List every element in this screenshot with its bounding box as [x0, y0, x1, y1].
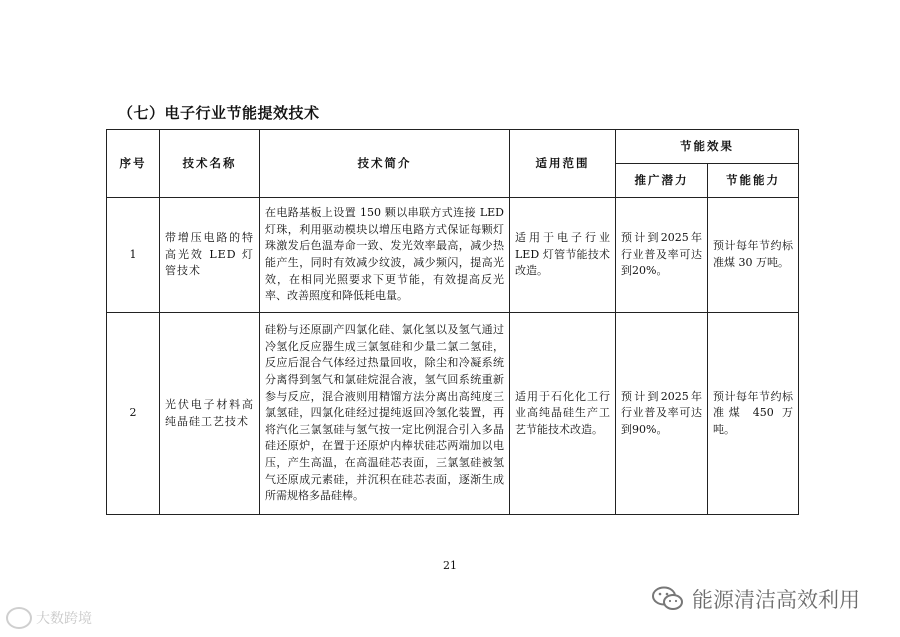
row-num: 1	[107, 198, 160, 313]
page-number: 21	[443, 559, 457, 572]
row-scope: 适用于石化化工行业高纯晶硅生产工艺节能技术改造。	[510, 313, 616, 515]
header-potential: 推广潜力	[616, 164, 708, 198]
header-scope: 适用范围	[510, 130, 616, 198]
row-capacity: 预计每年节约标准煤 450 万吨。	[708, 313, 799, 515]
row-capacity: 预计每年节约标准煤 30 万吨。	[708, 198, 799, 313]
row-potential: 预计到2025年行业普及率可达到90%。	[616, 313, 708, 515]
header-effect: 节能效果	[616, 130, 799, 164]
row-tech-name: 带增压电路的特高光效 LED 灯管技术	[160, 198, 260, 313]
watermark-right-text: 能源清洁高效利用	[692, 588, 860, 612]
watermark-right	[652, 584, 860, 614]
watermark-left	[6, 607, 92, 629]
brand-logo-icon	[6, 607, 32, 629]
table-row	[107, 198, 799, 313]
header-capacity: 节能能力	[708, 164, 799, 198]
technology-table	[106, 129, 799, 515]
watermark-left-text: 大数跨境	[36, 611, 92, 627]
row-tech-intro: 在电路基板上设置 150 颗以串联方式连接 LED 灯珠，利用驱动模块以增压电路方式保证每颗灯珠激发后色温寿命一致、发光效率最高，减少热能产生，同时有效减少纹波，减少频闪，提高光效，在相同光照要求下更节能，有效提高反光率、改善照度和降低耗电量。	[260, 198, 510, 313]
header-intro: 技术简介	[260, 130, 510, 198]
section-title: （七）电子行业节能提效技术	[118, 104, 320, 122]
header-name: 技术名称	[160, 130, 260, 198]
table-row	[107, 313, 799, 515]
header-num: 序号	[107, 130, 160, 198]
wechat-icon	[652, 586, 684, 612]
row-num: 2	[107, 313, 160, 515]
row-potential: 预计到2025年行业普及率可达到20%。	[616, 198, 708, 313]
row-scope: 适用于电子行业 LED 灯管节能技术改造。	[510, 198, 616, 313]
row-tech-intro: 硅粉与还原副产四氯化硅、氯化氢以及氢气通过冷氢化反应器生成三氯氢硅和少量二氯二氢硅，反应后混合气体经过热量回收，除尘和冷凝系统分离得到氢气和氯硅烷混合液，氢气回系统重新参与反应，混合液则用精馏方法分离出高纯度三氯氢硅，四氯化硅经过提纯返回冷氢化装置，再将汽化三氯氢硅与氢气按一定比例混合引入多晶硅还原炉，在置于还原炉内棒状硅芯两端加以电压，产生高温，在高温硅芯表面，三氯氢硅被氢气还原成元素硅，并沉积在硅芯表面，逐渐生成所需规格多晶硅棒。	[260, 313, 510, 515]
row-tech-name: 光伏电子材料高纯晶硅工艺技术	[160, 313, 260, 515]
